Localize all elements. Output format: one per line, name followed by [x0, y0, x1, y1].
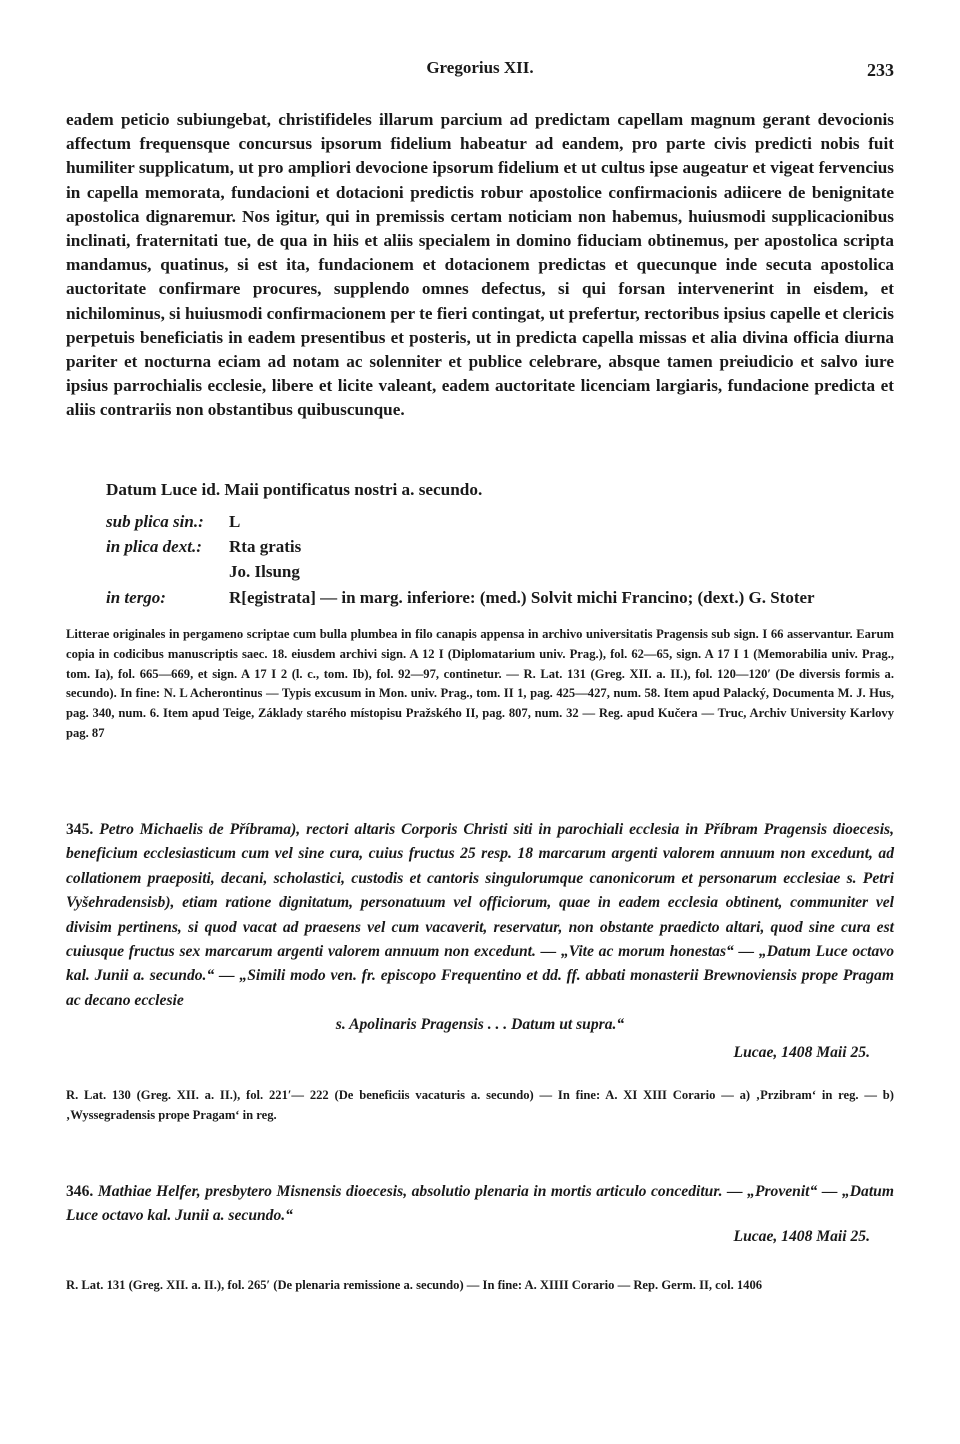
- entry-last-line: s. Apolinaris Pragensis . . . Datum ut supra.“: [335, 1016, 625, 1034]
- charter-paragraph: eadem peticio subiungebat, christifideles illarum parcium ad predictam capellam magnum gerant devocionis affectum frequensque concursus ipsorum fidelium habeatur ad eandem, pro parte civis predicti nobis fuit humiliter supplicatum, ut pro ampliori devocione ipsorum fidelium et ut cultus ipse augeatur et vigeat fervencius in capella memorata, fundacioni et dotacioni predictis robur apostolice confirmacionis adiicere de benignitate apostolica dignaremur. Nos igitur, qui in premissis certam noticiam non habemus, huiusmodi supplicacionibus inclinati, fraternitati tue, de qua in hiis et aliis specialem in domino fiduciam obtinemus, per apostolica scripta mandamus, quatinus, si est ita, fundacionem et dotacionem predictas et quecunque inde secuta apostolica auctoritate confirmare procures, supplendo omnes defectus, si qui forsan intervenerint in eisdem, et nichilominus, si huiusmodi confirmacionem per te fieri contingat, ut prefertur, rectoribus ipsius capelle et clericis perpetuis beneficiatis in eadem presentibus et posteris, ut in predicta capella missas et alia divina officia diurna pariter et nocturna eciam ad notam ac solenniter et publice celebrare, absque tamen preiudicio et salvo iure ipsius parrochialis ecclesie, libere et licite valeant, eadem auctoritate licenciam largiaris, fundacione predicta et aliis contrariis non obstantibus quibuscunque.: [66, 110, 894, 420]
- entry-text: Mathiae Helfer, presbytero Misnensis dioecesis, absolutio plenaria in mortis articulo conceditur. — „Provenit“ — „Datum Luce octavo kal. Junii a. secundo.“: [66, 1183, 894, 1225]
- entry-346: [66, 1180, 894, 1229]
- entry-text: Petro Michaelis de Příbrama), rectori altaris Corporis Christi siti in parochiali ecclesia in Příbram Pragensis dioecesis, beneficium ecclesiasticum cum vel sine cura, cuius fructus 25 resp. 18 marcarum argenti valorem annuum non excedunt, ad collationem praepositi, decani, scholastici, custodis et cantoris singulorumque canonicorum et personarum ecclesiae s. Petri Vyšehradensisb), etiam ratione dignitatum, personatuum vel officiorum, quae in eadem ecclesia obtinent, communiter vel divisim pertinens, si quod vacat ad praesens vel cum vacaverit, reservatur, non obstante praedicto altari, quod sine cura est cuiusque fructus sex marcarum argenti valorem annuum non excedunt. — „Vite ac morum honestas“ — „Datum Luce octavo kal. Junii a. secundo.“ — „Simili modo ven. fr. episcopo Frequentino et dd. ff. abbati monasterii Brewnoviensis prope Pragam ac decano ecclesie: [66, 821, 894, 1009]
- note-value: Jo. Ilsung: [229, 562, 300, 581]
- entry-number: 345.: [66, 821, 94, 838]
- note-label: sub plica sin.:: [106, 512, 204, 531]
- note-label: in plica dext.:: [106, 537, 202, 556]
- page-header: [0, 58, 960, 86]
- footnote-345: R. Lat. 130 (Greg. XII. a. II.), fol. 221′— 222 (De beneficiis vacaturis a. secundo) — In fine: A. XI XIII Corario — a) ‚Przibram‘ in reg. — b) ‚Wyssegradensis prope Pragam‘ in reg.: [66, 1088, 894, 1122]
- note-value: L: [229, 512, 241, 531]
- footnote-sources-1: Litterae originales in pergameno scriptae cum bulla plumbea in filo canapis appensa in archivo universitatis Pragensis sub sign. I 66 asservantur. Earum copia in codicibus manuscriptis saec. 18. eiusdem archivi sign. A 12 I (Diplomatarium univ. Prag.), fol. 62—65, sign. A 17 I 1 (Memorabilia univ. Prag., tom. Ia), fol. 665—669, et sign. A 17 I 2 (l. c., tom. Ib), fol. 92—97, continetur. — R. Lat. 131 (Greg. XII. a. II.), fol. 120—120′ (De diversis formis a. secundo). In fine: N. L Acherontinus — Typis excusum in Mon. univ. Prag., tom. II 1, pag. 425—427, num. 58. Item apud Palacký, Documenta M. J. Hus, pag. 340, num. 6. Item apud Teige, Základy starého místopisu Pražského II, pag. 807, num. 32 — Reg. apud Kučera — Truc, Archiv University Karlovy pag. 87: [66, 627, 894, 740]
- place-date-346: Lucae, 1408 Maii 25.: [733, 1228, 870, 1245]
- place-date-345: Lucae, 1408 Maii 25.: [733, 1044, 870, 1061]
- datum-line: Datum Luce id. Maii pontificatus nostri a. secundo.: [106, 480, 483, 499]
- note-label: in tergo:: [106, 588, 166, 607]
- note-value: Rta gratis: [229, 537, 302, 556]
- entry-number: 346.: [66, 1183, 94, 1200]
- charter-text: [66, 108, 894, 423]
- page-number: 233: [867, 60, 894, 80]
- entry-345: [66, 818, 894, 1038]
- note-value: R[egistrata] — in marg. inferiore: (med.) Solvit michi Francino; (dext.) G. Stoter: [229, 588, 815, 607]
- footnote-346: R. Lat. 131 (Greg. XII. a. II.), fol. 265′ (De plenaria remissione a. secundo) — In fine: A. XIIII Corario — Rep. Germ. II, col. 1406: [66, 1278, 763, 1292]
- running-title: Gregorius XII.: [426, 58, 534, 77]
